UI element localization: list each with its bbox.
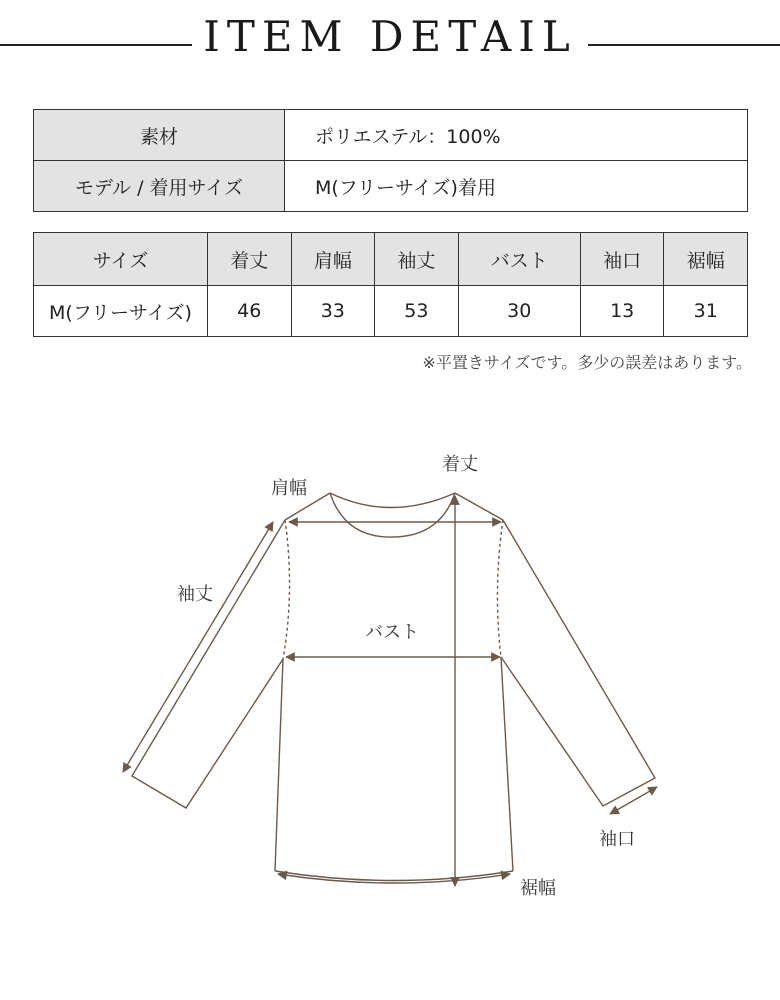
- header-hem: 裾幅: [664, 233, 748, 286]
- header-rule-right: [588, 44, 780, 46]
- header-sleeve: 袖丈: [375, 233, 459, 286]
- left-side: [275, 659, 283, 871]
- right-side: [501, 657, 513, 871]
- label-shoulder: 肩幅: [271, 478, 307, 499]
- cell-shoulder: 33: [291, 286, 375, 337]
- left-sleeve: [132, 520, 285, 808]
- cell-length: 46: [208, 286, 292, 337]
- left-armhole: [283, 520, 290, 659]
- model-size-value: M(フリーサイズ)着用: [285, 161, 748, 212]
- garment-outline: [132, 493, 655, 881]
- label-length: 着丈: [442, 454, 478, 475]
- hem-arrow: [278, 874, 510, 883]
- model-size-label: モデル / 着用サイズ: [34, 161, 285, 212]
- label-bust: バスト: [365, 622, 419, 643]
- right-armhole: [497, 520, 503, 657]
- header-length: 着丈: [208, 233, 292, 286]
- size-table: [33, 232, 748, 337]
- hem-curve: [275, 871, 513, 881]
- measurement-arrows: [123, 496, 657, 886]
- table-row: [34, 110, 748, 161]
- right-shoulder: [455, 493, 503, 520]
- label-sleeve: 袖丈: [177, 584, 213, 605]
- header-shoulder: 肩幅: [291, 233, 375, 286]
- label-hem: 裾幅: [520, 878, 556, 899]
- table-row: [34, 161, 748, 212]
- measurement-note: ※平置きサイズです。多少の誤差はあります。: [422, 353, 752, 372]
- cell-hem: 31: [664, 286, 748, 337]
- header-bust: バスト: [458, 233, 580, 286]
- cell-sleeve: 53: [375, 286, 459, 337]
- cell-bust: 30: [458, 286, 580, 337]
- section-title: ITEM DETAIL: [203, 12, 577, 61]
- table-row: [34, 286, 748, 337]
- cell-cuff: 13: [580, 286, 664, 337]
- right-sleeve: [501, 520, 655, 806]
- neckline-back: [330, 493, 455, 508]
- header-size: サイズ: [34, 233, 208, 286]
- sleeve-arrow: [123, 522, 273, 772]
- header-rule-left: [0, 44, 192, 46]
- material-table: [33, 109, 748, 212]
- section-header: [0, 0, 780, 90]
- header-cuff: 袖口: [580, 233, 664, 286]
- cell-size: M(フリーサイズ): [34, 286, 208, 337]
- material-value: ポリエステル：100%: [285, 110, 748, 161]
- material-label: 素材: [34, 110, 285, 161]
- label-cuff: 袖口: [599, 829, 635, 850]
- size-table-header: [34, 233, 748, 286]
- cuff-arrow: [610, 787, 657, 814]
- garment-diagram: [0, 400, 780, 960]
